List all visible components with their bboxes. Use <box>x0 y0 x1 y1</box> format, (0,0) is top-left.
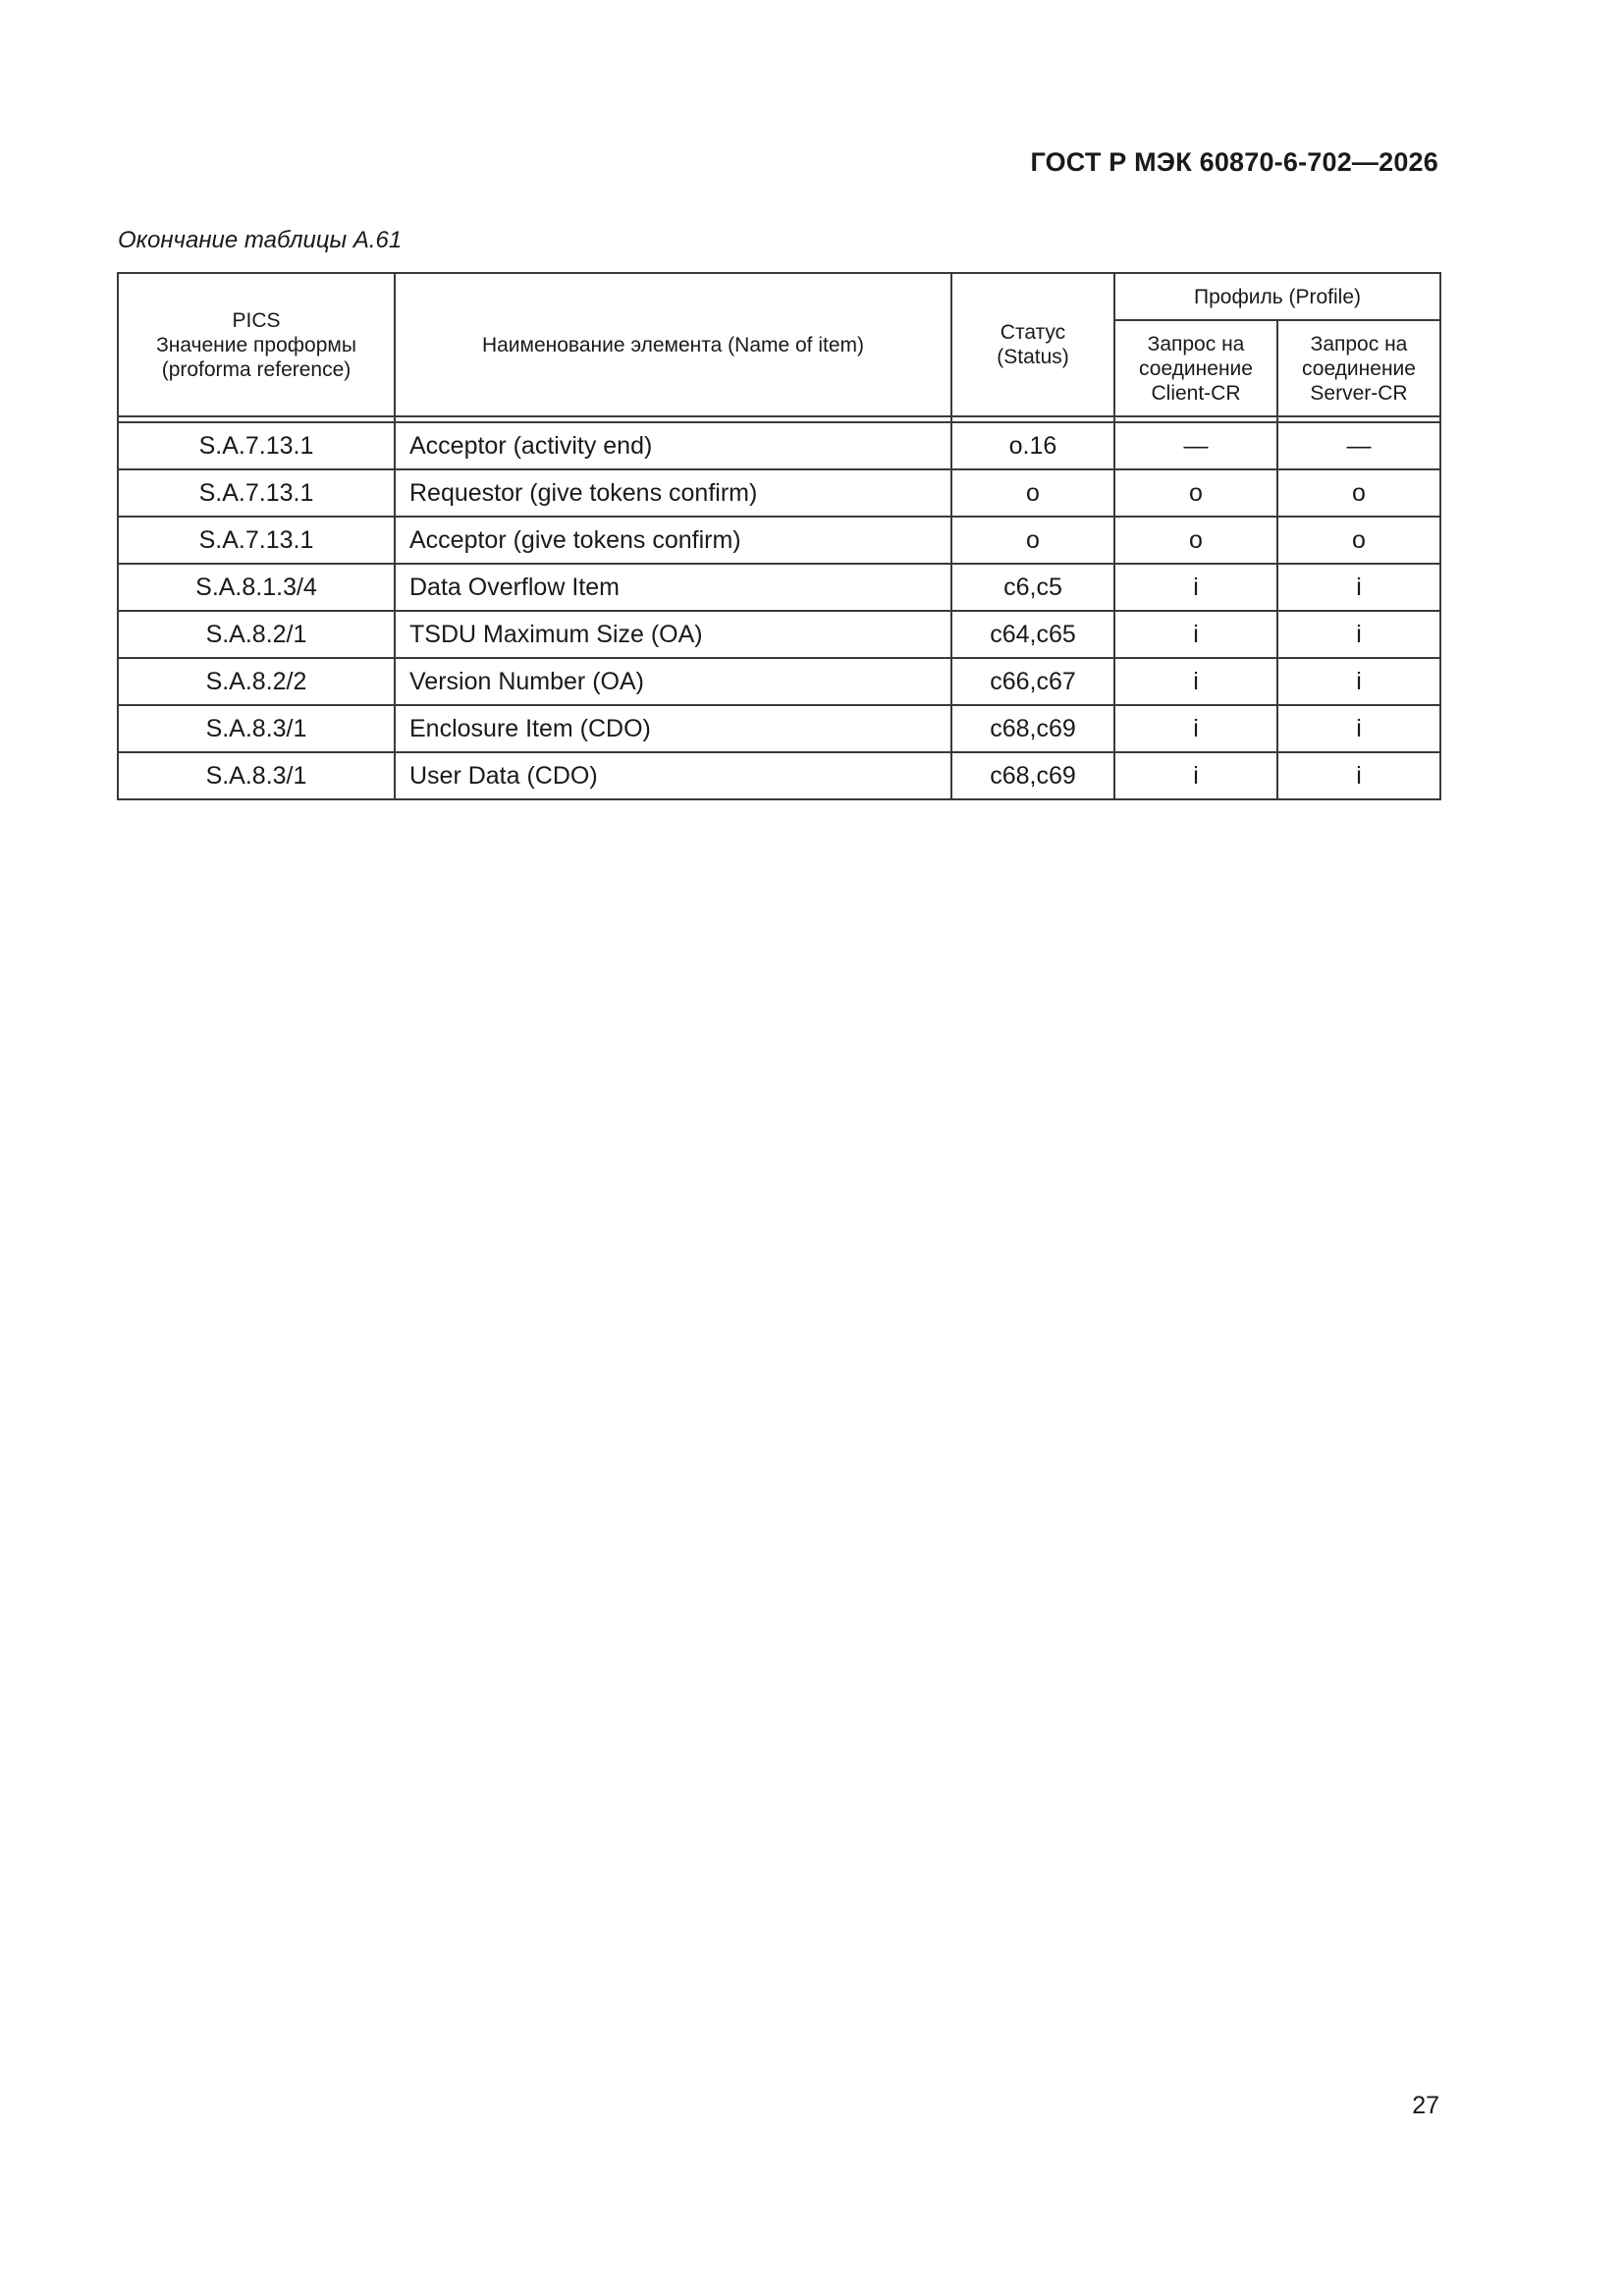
header-server-line1: Запрос на <box>1310 332 1408 355</box>
cell-server: i <box>1277 705 1440 752</box>
cell-status: c66,c67 <box>951 658 1114 705</box>
cell-server: i <box>1277 564 1440 611</box>
cell-ref: S.A.8.1.3/4 <box>118 564 395 611</box>
header-status-line2: (Status) <box>997 346 1069 368</box>
header-client-line3: Client-CR <box>1151 381 1241 405</box>
cell-client: o <box>1114 469 1277 517</box>
table-row <box>118 517 1440 564</box>
cell-ref: S.A.7.13.1 <box>118 469 395 517</box>
cell-status: o <box>951 469 1114 517</box>
header-client-line2: соединение <box>1139 356 1253 380</box>
cell-client: i <box>1114 611 1277 658</box>
cell-server: i <box>1277 611 1440 658</box>
cell-client: o <box>1114 517 1277 564</box>
cell-server: i <box>1277 658 1440 705</box>
cell-status: o.16 <box>951 422 1114 469</box>
cell-name: User Data (CDO) <box>395 752 951 799</box>
page-number: 27 <box>1412 2092 1439 2119</box>
cell-name: TSDU Maximum Size (OA) <box>395 611 951 658</box>
table-row <box>118 611 1440 658</box>
cell-status: c68,c69 <box>951 705 1114 752</box>
cell-client: i <box>1114 658 1277 705</box>
cell-server: — <box>1277 422 1440 469</box>
header-server-line3: Server-CR <box>1310 381 1408 405</box>
cell-name: Requestor (give tokens confirm) <box>395 469 951 517</box>
pics-table <box>117 272 1441 800</box>
cell-ref: S.A.8.3/1 <box>118 705 395 752</box>
header-server-line2: соединение <box>1302 356 1416 380</box>
header-status <box>951 273 1114 416</box>
header-profile: Профиль (Profile) <box>1114 273 1440 320</box>
cell-ref: S.A.7.13.1 <box>118 517 395 564</box>
cell-server: o <box>1277 469 1440 517</box>
cell-name: Enclosure Item (CDO) <box>395 705 951 752</box>
header-pics-line1: PICS <box>232 308 281 332</box>
cell-server: i <box>1277 752 1440 799</box>
cell-status: c68,c69 <box>951 752 1114 799</box>
cell-name: Acceptor (give tokens confirm) <box>395 517 951 564</box>
cell-client: i <box>1114 752 1277 799</box>
header-pics <box>118 273 395 416</box>
cell-name: Data Overflow Item <box>395 564 951 611</box>
cell-ref: S.A.8.2/1 <box>118 611 395 658</box>
table-row <box>118 658 1440 705</box>
cell-client: i <box>1114 705 1277 752</box>
table-caption: Окончание таблицы A.61 <box>118 227 403 253</box>
table-row <box>118 564 1440 611</box>
cell-name: Acceptor (activity end) <box>395 422 951 469</box>
cell-ref: S.A.8.2/2 <box>118 658 395 705</box>
cell-status: c64,c65 <box>951 611 1114 658</box>
cell-name: Version Number (OA) <box>395 658 951 705</box>
header-client-cr <box>1114 320 1277 416</box>
table-row <box>118 705 1440 752</box>
cell-server: o <box>1277 517 1440 564</box>
header-name: Наименование элемента (Name of item) <box>395 273 951 416</box>
header-server-cr <box>1277 320 1440 416</box>
header-status-line1: Статус <box>1000 321 1066 344</box>
document-standard-header: ГОСТ Р МЭК 60870-6-702—2026 <box>1030 147 1438 177</box>
header-client-line1: Запрос на <box>1147 332 1245 355</box>
header-pics-line3: (proforma reference) <box>161 357 352 381</box>
cell-ref: S.A.7.13.1 <box>118 422 395 469</box>
cell-client: i <box>1114 564 1277 611</box>
cell-status: c6,c5 <box>951 564 1114 611</box>
table-row <box>118 469 1440 517</box>
cell-status: o <box>951 517 1114 564</box>
cell-ref: S.A.8.3/1 <box>118 752 395 799</box>
table-row <box>118 422 1440 469</box>
cell-client: — <box>1114 422 1277 469</box>
header-pics-line2: Значение проформы <box>156 333 356 356</box>
table-row <box>118 752 1440 799</box>
